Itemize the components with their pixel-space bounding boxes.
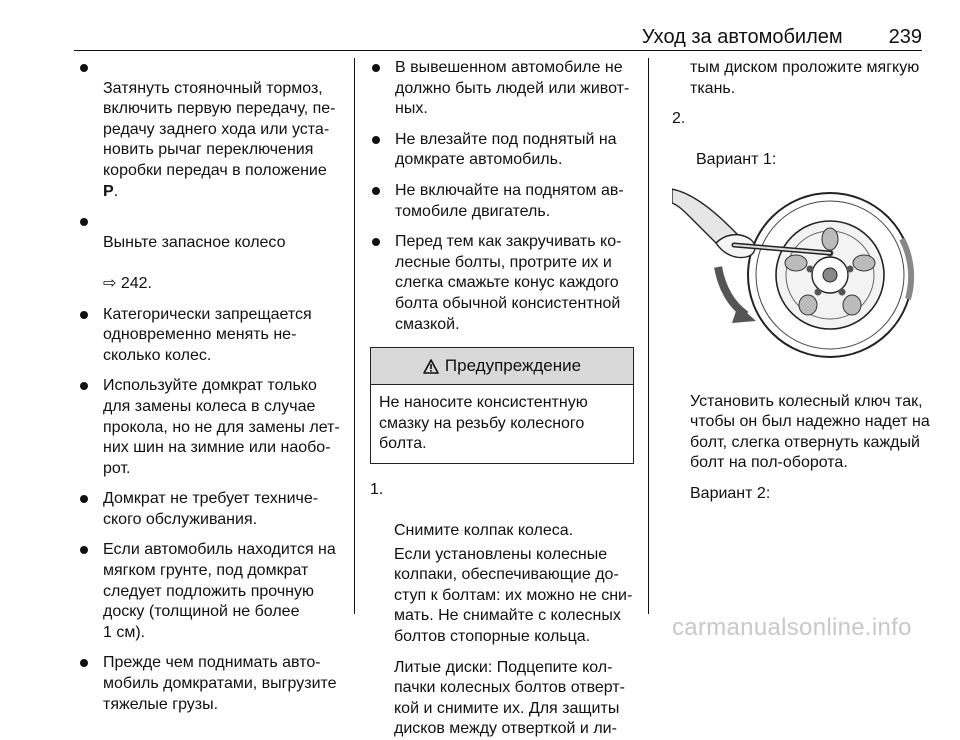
page-reference-link[interactable]: ⇨ 242. [103,274,152,292]
bullet-item [370,58,636,120]
step-number: 1. [370,480,384,498]
bullet-tail: . [113,182,119,200]
column-divider-1 [354,58,355,614]
bullet-text: Не влезайте под поднятый на домкрате автомобиль. [395,130,617,169]
bullet-text: Перед тем как закручивать ко- лесные болты, протрите их и слегка смажьте конус каждого болта обычной консистентной смазкой. [395,233,622,333]
bullet-text: Если автомобиль находится на мягком грунте, под домкрат следует подложить прочную доску (толщиной не более 1 см). [103,541,336,641]
watermark: carmanualsonline.info [672,614,912,641]
step-number: 2. [672,110,686,128]
page-number: 239 [888,26,922,48]
step-1-paragraph-1: Если установлены колесные колпаки, обеспечивающие до- ступ к болтам: их можно не сни- мать. Не снимайте с колесных болтов стопорные кольца. [394,545,633,646]
warning-header [371,348,633,385]
gear-position-label: P [103,182,114,200]
step-2 [672,109,932,171]
bullet-item [78,540,344,643]
bullet-dot [372,238,380,246]
bullet-item [78,653,344,715]
column-divider-2 [648,58,649,614]
column-3 [672,58,932,505]
bullet-item [370,181,636,222]
warning-box [370,347,634,464]
step-1 [370,480,636,542]
bullet-item [78,305,344,367]
illustration-caption: Установить колесный ключ так, чтобы он был надежно надет на болт, слегка отвернуть каждый болт на пол-оборота. [690,392,930,472]
bullet-text: Не включайте на поднятом ав- томобиле двигатель. [395,181,624,220]
bullet-dot [372,187,380,195]
bullet-dot [80,382,88,390]
page-header [0,26,922,52]
bullet-item [78,489,344,530]
bullet-item [370,232,636,335]
wheel-wrench-illustration [672,179,930,371]
warning-triangle-icon [423,359,439,374]
bullet-dot [80,495,88,503]
bullet-text: Выньте запасное колесо [103,233,286,251]
bullet-dot [80,218,88,226]
bullet-dot [372,136,380,144]
bullet-dot [80,311,88,319]
continued-text: тым диском проложите мягкую ткань. [690,59,920,97]
bullet-item [78,212,344,294]
column-2 [370,58,636,740]
header-divider [74,50,922,51]
page-title: Уход за автомобилем [641,26,843,48]
bullet-item [78,58,344,202]
bullet-dot [80,659,88,667]
bullet-dot [80,546,88,554]
bullet-item [370,130,636,171]
column-1 [78,58,344,725]
bullet-item [78,376,344,479]
warning-text: Не наносите консистентную смазку на резьбу колесного болта. [379,394,588,453]
bullet-text: В вывешенном автомобиле не должно быть людей или живот- ных. [395,59,630,118]
bullet-text: Домкрат не требует техниче- ского обслуживания. [103,490,319,528]
warning-title: Предупреждение [444,355,582,375]
bullet-dot [372,64,380,72]
step-text: Снимите колпак колеса. [394,522,574,540]
variant-2-label: Вариант 2: [690,484,771,502]
bullet-text: Категорически запрещается одновременно менять не- сколько колес. [103,305,312,364]
bullet-dot [80,64,88,72]
bullet-text: Затянуть стояночный тормоз, включить первую передачу, пе- редачу заднего хода или уста- новить рычаг переключения коробки передач в положение [103,79,336,179]
step-text: Вариант 1: [696,151,777,169]
bullet-text: Используйте домкрат только для замены колеса в случае прокола, но не для замены лет- них шин на зимние или наобо- рот. [103,377,340,477]
bullet-text: Прежде чем поднимать авто- мобиль домкратами, выгрузите тяжелые грузы. [103,654,337,713]
step-1-paragraph-2: Литые диски: Подцепите кол- пачки колесных болтов отверт- кой и снимите их. Для защиты дисков между отверткой и ли- [394,658,626,738]
